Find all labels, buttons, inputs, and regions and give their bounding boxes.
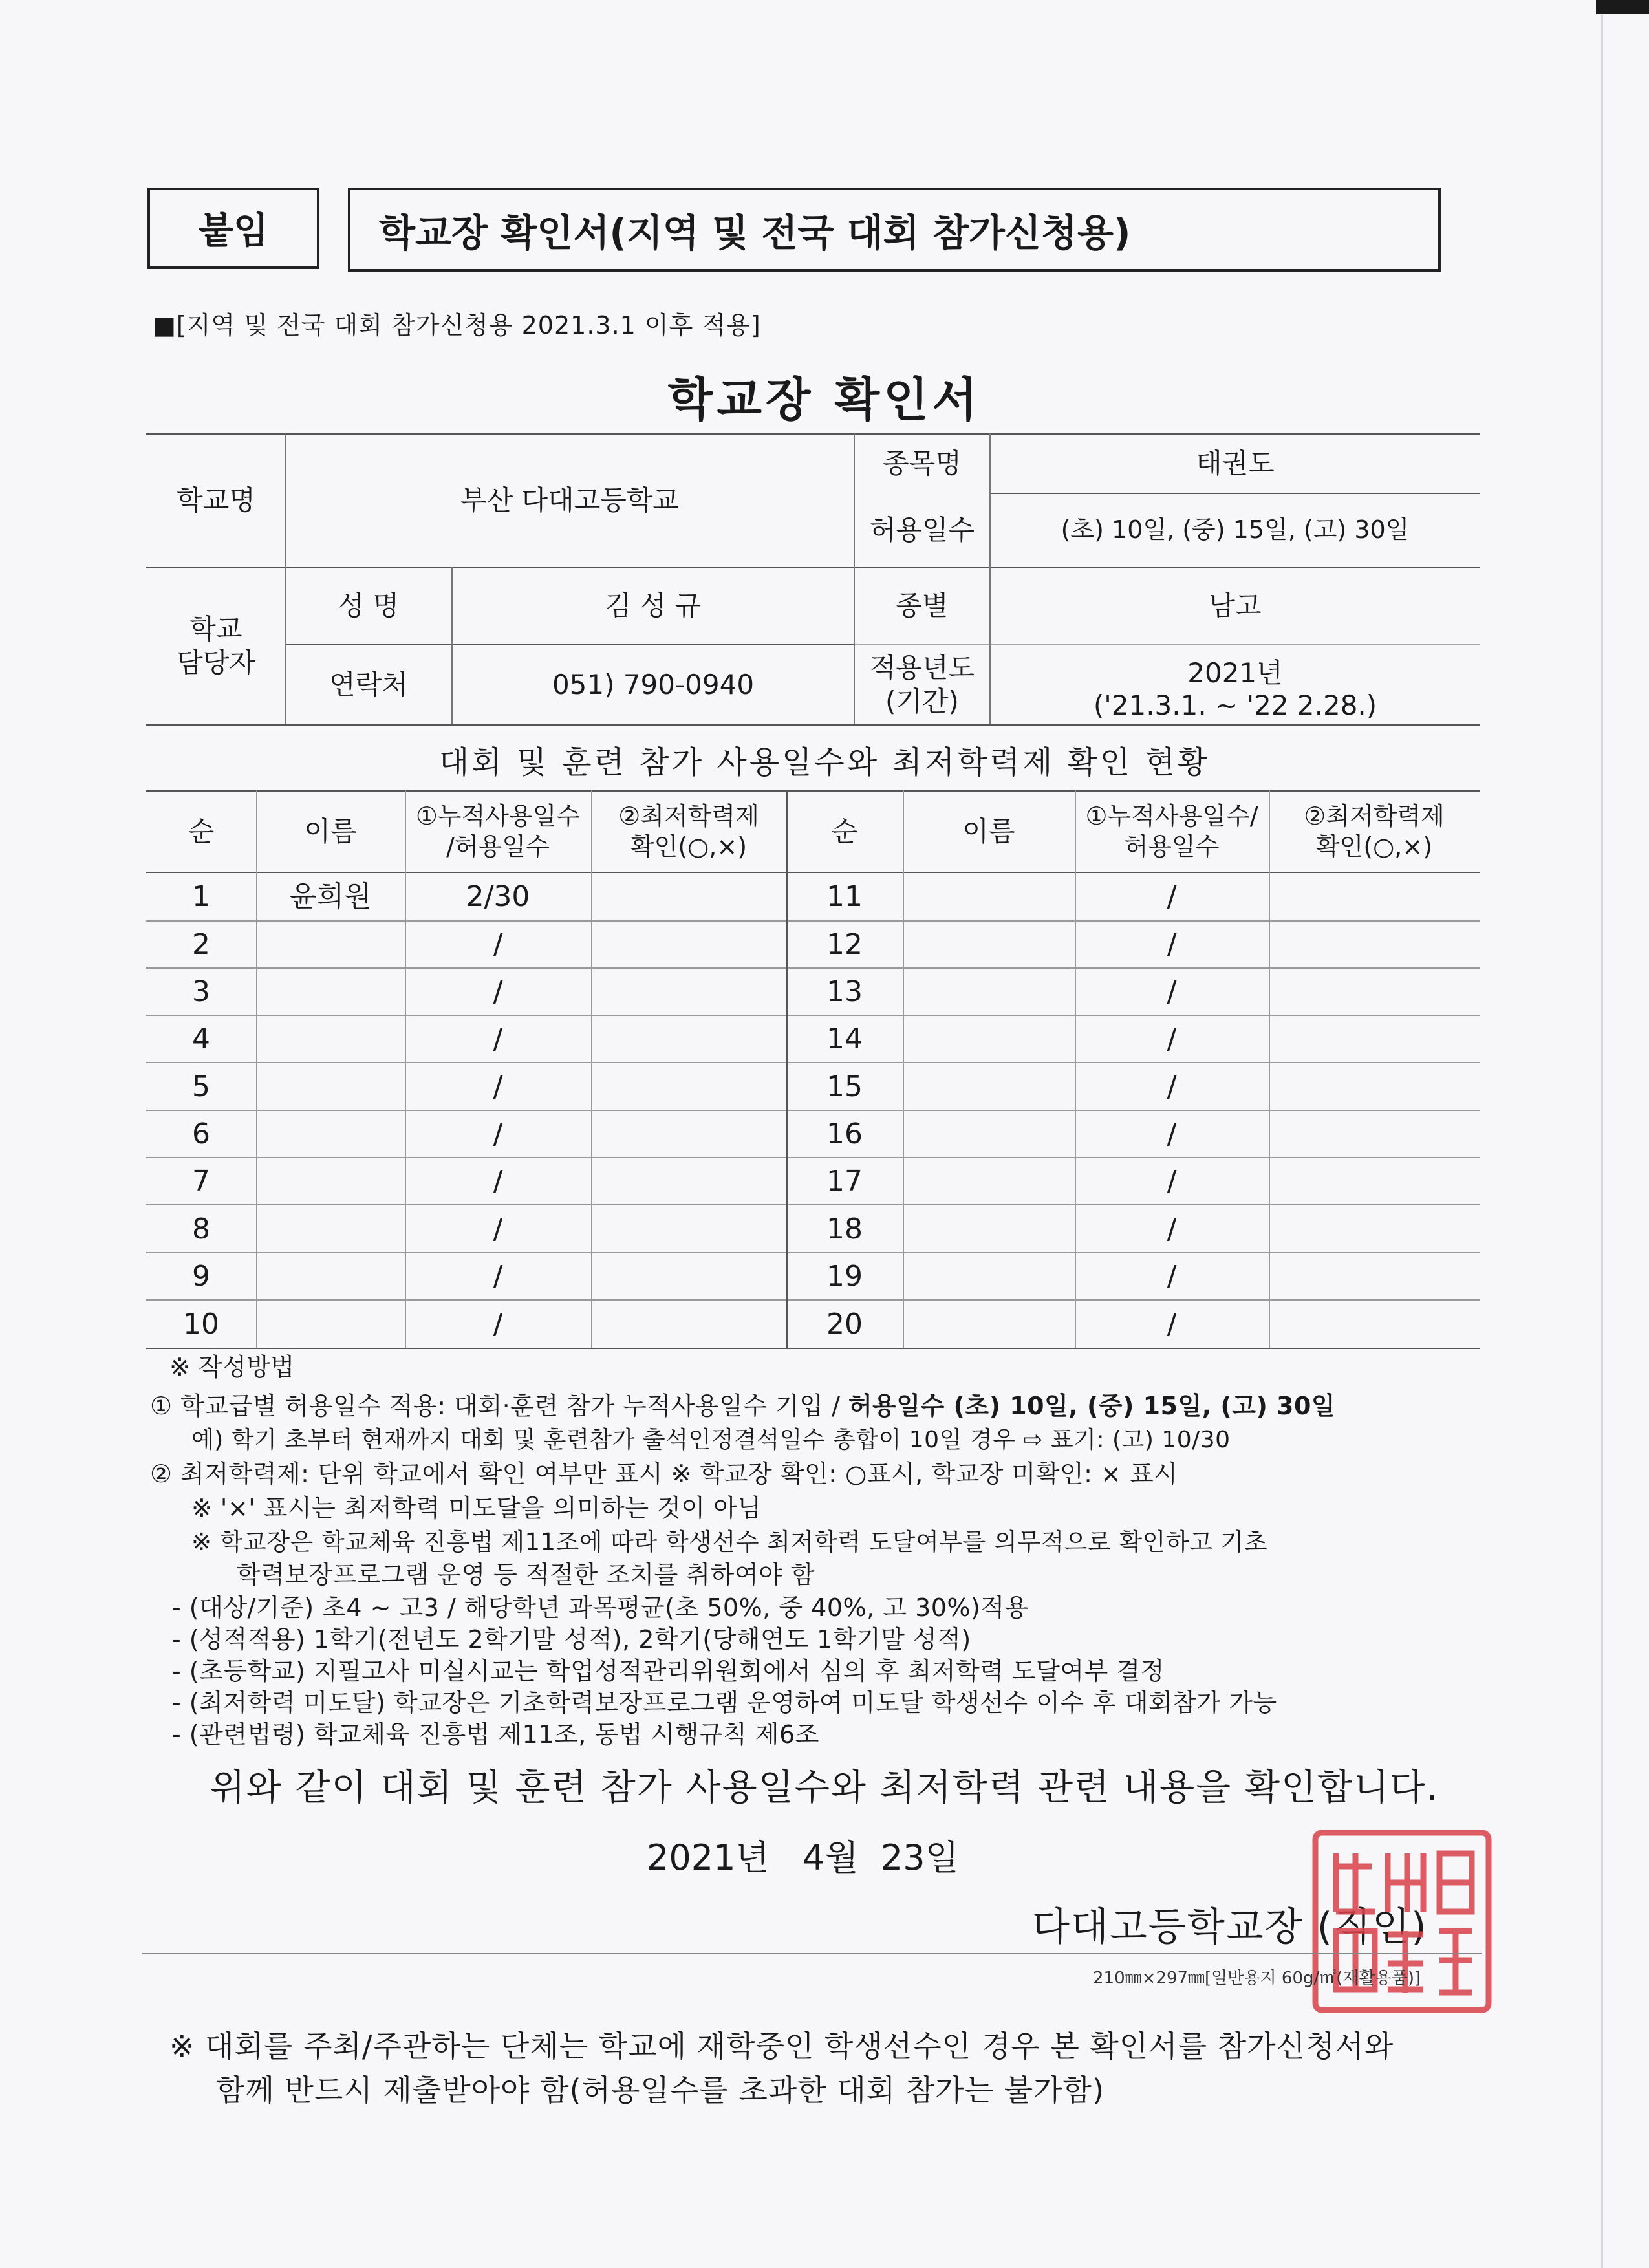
row-number: 16 bbox=[826, 1118, 863, 1150]
minimum-achievement-check bbox=[1269, 1111, 1480, 1157]
instruction-item-2: ② 최저학력제: 단위 학교에서 확인 여부만 표시 ※ 학교장 확인: ○표시, 학교장 미확인: × 표시 bbox=[150, 1460, 1178, 1488]
cumulative-days: / bbox=[493, 975, 503, 1008]
minimum-achievement-check bbox=[1269, 1158, 1480, 1204]
header-number: 순 bbox=[831, 815, 858, 847]
athlete-name bbox=[256, 969, 405, 1015]
header-name: 이름 bbox=[304, 815, 357, 847]
athlete-name bbox=[256, 1016, 405, 1062]
paper-specification: 210㎜×297㎜[일반용지 60g/㎡(재활용품)] bbox=[1093, 1969, 1421, 1988]
school-contact-group-label: 학교 담당자 bbox=[177, 612, 255, 678]
athlete-name bbox=[903, 1111, 1075, 1157]
minimum-achievement-check bbox=[591, 1205, 786, 1252]
row-number: 14 bbox=[826, 1022, 863, 1055]
instruction-item-1-text: ① 학교급별 허용일수 적용: 대회·훈련 참가 누적사용일수 기입 / bbox=[150, 1392, 848, 1420]
document-title: 학교장 확인서 bbox=[667, 373, 982, 427]
cumulative-days: / bbox=[493, 1118, 503, 1150]
athlete-name: 윤희원 bbox=[289, 880, 372, 913]
instruction-note-2: ※ 학교장은 학교체육 진흥법 제11조에 따라 학생선수 최저학력 도달여부를 의무적으로 확인하고 기초 bbox=[191, 1528, 1268, 1556]
school-name-value: 부산 다대고등학교 bbox=[460, 484, 679, 516]
row-number: 13 bbox=[826, 975, 863, 1008]
scan-edge-mark bbox=[1596, 0, 1649, 14]
year-value: 2021년 bbox=[1187, 657, 1283, 689]
confirmation-statement: 위와 같이 대회 및 훈련 참가 사용일수와 최저학력 관련 내용을 확인합니다. bbox=[210, 1767, 1439, 1809]
period-value: ('21.3.1. ~ '22 2.28.) bbox=[1093, 689, 1377, 721]
athlete-name bbox=[903, 1253, 1075, 1299]
athlete-name bbox=[256, 922, 405, 967]
row-number: 11 bbox=[826, 880, 863, 913]
cumulative-days: / bbox=[1167, 975, 1177, 1008]
cumulative-days: / bbox=[1167, 1022, 1177, 1055]
row-number: 8 bbox=[192, 1212, 210, 1246]
minimum-achievement-check bbox=[1269, 1016, 1480, 1062]
cumulative-days: 2/30 bbox=[466, 880, 530, 913]
allowed-days-value: (초) 10일, (중) 15일, (고) 30일 bbox=[1061, 515, 1410, 545]
status-table-title: 대회 및 훈련 참가 사용일수와 최저학력제 확인 현황 bbox=[438, 744, 1211, 781]
minimum-achievement-check bbox=[591, 1301, 786, 1348]
row-number: 15 bbox=[826, 1070, 863, 1103]
principal-signature-line: 다대고등학교장 (직인) bbox=[1032, 1905, 1428, 1950]
issue-date: 2021년 4월 23일 bbox=[647, 1837, 959, 1878]
signature-divider bbox=[142, 1953, 1482, 1954]
minimum-achievement-check bbox=[1269, 1205, 1480, 1252]
athlete-name bbox=[256, 1253, 405, 1299]
row-number: 17 bbox=[826, 1165, 863, 1198]
instruction-bullet: - (초등학교) 지필고사 미실시교는 학업성적관리위원회에서 심의 후 최저학력 도달여부 결정 bbox=[172, 1657, 1165, 1685]
instruction-note-2-continued: 학력보장프로그램 운영 등 적절한 조치를 취하여야 함 bbox=[237, 1561, 815, 1589]
row-number: 2 bbox=[192, 928, 210, 961]
athlete-name bbox=[256, 1063, 405, 1110]
header-number: 순 bbox=[188, 815, 215, 847]
instruction-bullet: - (관련법령) 학교체육 진흥법 제11조, 동법 시행규칙 제6조 bbox=[172, 1720, 819, 1749]
minimum-achievement-check bbox=[591, 922, 786, 967]
athlete-name bbox=[256, 1301, 405, 1348]
minimum-achievement-check bbox=[1269, 1301, 1480, 1348]
cumulative-days: / bbox=[1167, 1308, 1177, 1341]
athlete-name bbox=[903, 873, 1075, 920]
row-number: 3 bbox=[192, 975, 210, 1008]
minimum-achievement-check bbox=[591, 1016, 786, 1062]
instruction-example: 예) 학기 초부터 현재까지 대회 및 훈련참가 출석인정결석일수 총합이 10일 경우 ⇨ 표기: (고) 10/30 bbox=[191, 1427, 1231, 1453]
year-label: 적용년도 (기간) bbox=[869, 651, 975, 717]
minimum-achievement-check bbox=[591, 873, 786, 920]
cumulative-days: / bbox=[1167, 928, 1177, 961]
cumulative-days: / bbox=[493, 1212, 503, 1246]
row-number: 20 bbox=[826, 1308, 863, 1341]
minimum-achievement-check bbox=[1269, 873, 1480, 920]
athlete-name bbox=[903, 1158, 1075, 1204]
minimum-achievement-check bbox=[591, 1111, 786, 1157]
minimum-achievement-check bbox=[591, 1253, 786, 1299]
cumulative-days: / bbox=[493, 1165, 503, 1198]
row-number: 1 bbox=[192, 880, 210, 913]
scan-edge-line bbox=[1601, 14, 1603, 2268]
row-number: 9 bbox=[192, 1260, 210, 1293]
athlete-name bbox=[903, 1301, 1075, 1348]
cumulative-days: / bbox=[493, 1260, 503, 1293]
athlete-name bbox=[256, 1205, 405, 1252]
application-notice: ■[지역 및 전국 대회 참가신청용 2021.3.1 이후 적용] bbox=[153, 311, 761, 340]
contact-phone-value: 051) 790-0940 bbox=[552, 668, 755, 700]
athlete-name bbox=[256, 1158, 405, 1204]
header-cumulative-days: ①누적사용일수 /허용일수 bbox=[415, 801, 581, 861]
contact-name-label: 성 명 bbox=[338, 589, 400, 621]
attachment-label: 붙임 bbox=[147, 188, 319, 269]
instructions-heading: ※ 작성방법 bbox=[169, 1353, 295, 1381]
row-number: 18 bbox=[826, 1212, 863, 1246]
school-name-label: 학교명 bbox=[177, 484, 255, 516]
row-number: 4 bbox=[192, 1022, 210, 1055]
minimum-achievement-check bbox=[591, 969, 786, 1015]
minimum-achievement-check bbox=[591, 1063, 786, 1110]
header-minimum-achievement: ②최저학력제 확인(○,×) bbox=[618, 801, 759, 861]
athlete-name bbox=[903, 1016, 1075, 1062]
header-minimum-achievement: ②최저학력제 확인(○,×) bbox=[1304, 801, 1445, 861]
header-name: 이름 bbox=[962, 815, 1015, 847]
cumulative-days: / bbox=[493, 1070, 503, 1103]
instruction-bullet: - (대상/기준) 초4 ~ 고3 / 해당학년 과목평균(초 50%, 중 40%, 고 30%)적용 bbox=[172, 1593, 1029, 1622]
minimum-achievement-check bbox=[1269, 1253, 1480, 1299]
footer-note: ※ 대회를 주최/주관하는 단체는 학교에 재학중인 학생선수인 경우 본 확인서를 참가신청서와 bbox=[169, 2029, 1394, 2064]
sport-value: 태권도 bbox=[1196, 447, 1275, 479]
gender-value: 남고 bbox=[1209, 589, 1262, 621]
instruction-item-1 bbox=[150, 1386, 1335, 1421]
header-cumulative-days: ①누적사용일수/ 허용일수 bbox=[1085, 801, 1258, 861]
allowed-days-label: 허용일수 bbox=[869, 513, 975, 546]
status-table-row-line bbox=[146, 1348, 1480, 1349]
cumulative-days: / bbox=[1167, 1118, 1177, 1150]
contact-name-value: 김 성 규 bbox=[605, 589, 702, 621]
minimum-achievement-check bbox=[1269, 1063, 1480, 1110]
gender-label: 종별 bbox=[896, 589, 949, 621]
row-number: 19 bbox=[826, 1260, 863, 1293]
athlete-name bbox=[903, 1063, 1075, 1110]
minimum-achievement-check bbox=[1269, 969, 1480, 1015]
athlete-name bbox=[903, 969, 1075, 1015]
row-number: 6 bbox=[192, 1118, 210, 1150]
cumulative-days: / bbox=[1167, 1165, 1177, 1198]
contact-phone-label: 연락처 bbox=[329, 668, 408, 700]
info-table-bottom-border bbox=[146, 724, 1480, 726]
sport-label: 종목명 bbox=[883, 447, 962, 479]
athlete-name bbox=[903, 922, 1075, 967]
row-number: 7 bbox=[192, 1165, 210, 1198]
cumulative-days: / bbox=[1167, 1212, 1177, 1246]
form-title: 학교장 확인서(지역 및 전국 대회 참가신청용) bbox=[348, 188, 1441, 272]
row-number: 12 bbox=[826, 928, 863, 961]
cumulative-days: / bbox=[493, 1022, 503, 1055]
row-number: 10 bbox=[183, 1308, 219, 1341]
instruction-item-1-highlight: 허용일수 (초) 10일, (중) 15일, (고) 30일 bbox=[848, 1392, 1336, 1420]
cumulative-days: / bbox=[1167, 1260, 1177, 1293]
footer-note-continued: 함께 반드시 제출받아야 함(허용일수를 초과한 대회 참가는 불가함) bbox=[216, 2073, 1105, 2108]
instruction-bullet: - (성적적용) 1학기(전년도 2학기말 성적), 2학기(당해연도 1학기말 성적) bbox=[172, 1625, 971, 1654]
athlete-name bbox=[256, 1111, 405, 1157]
cumulative-days: / bbox=[1167, 880, 1177, 913]
minimum-achievement-check bbox=[1269, 922, 1480, 967]
cumulative-days: / bbox=[493, 1308, 503, 1341]
cumulative-days: / bbox=[1167, 1070, 1177, 1103]
cumulative-days: / bbox=[493, 928, 503, 961]
athlete-name bbox=[903, 1205, 1075, 1252]
instruction-bullet: - (최저학력 미도달) 학교장은 기초학력보장프로그램 운영하여 미도달 학생선수 이수 후 대회참가 가능 bbox=[172, 1689, 1277, 1717]
minimum-achievement-check bbox=[591, 1158, 786, 1204]
instruction-note-1: ※ '×' 표시는 최저학력 미도달을 의미하는 것이 아님 bbox=[191, 1494, 762, 1522]
row-number: 5 bbox=[192, 1070, 210, 1103]
